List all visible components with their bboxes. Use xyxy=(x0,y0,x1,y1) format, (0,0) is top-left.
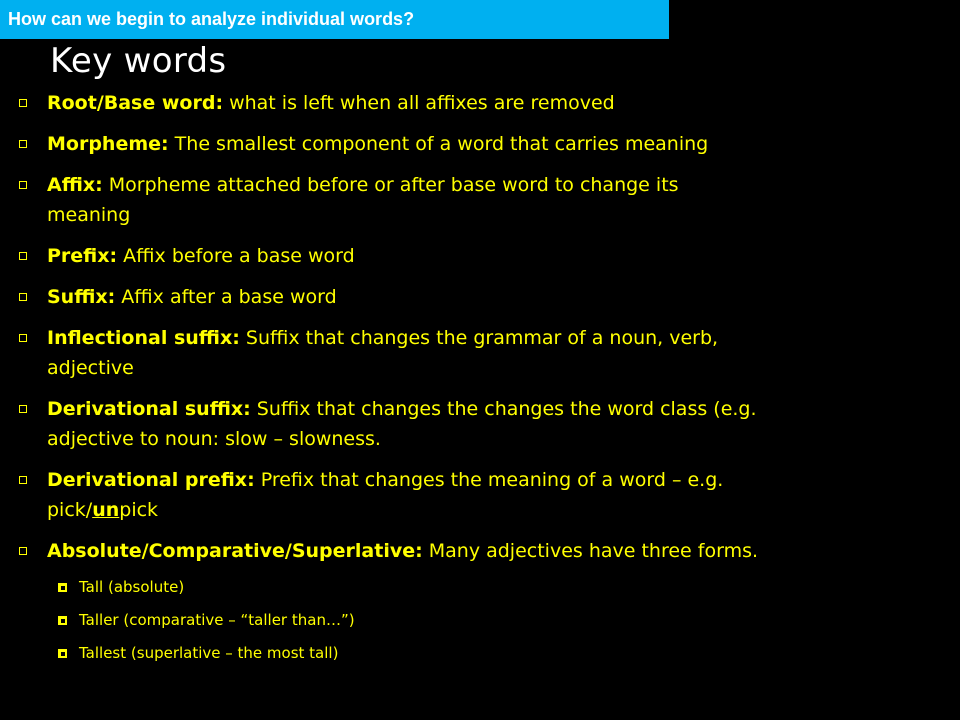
definition: Suffix that changes the changes the word class (e.g. xyxy=(250,398,757,420)
sub-item-superlative xyxy=(0,642,900,664)
sub-item-comparative xyxy=(0,609,900,631)
slide-title: Key words xyxy=(50,41,227,81)
term: Derivational prefix: xyxy=(47,469,255,491)
filled-square-bullet-icon xyxy=(58,583,67,592)
filled-square-bullet-icon xyxy=(58,616,67,625)
definition: Prefix that changes the meaning of a word – e.g. xyxy=(254,469,724,491)
list-item-affix xyxy=(0,170,900,230)
filled-square-bullet-icon xyxy=(58,649,67,658)
square-bullet-icon xyxy=(19,140,27,148)
list-item-morpheme xyxy=(0,129,900,159)
definition: The smallest component of a word that carries meaning xyxy=(168,133,709,155)
square-bullet-icon xyxy=(19,547,27,555)
sub-item-text: Taller (comparative – “taller than…”) xyxy=(79,611,355,629)
term: Morpheme: xyxy=(47,133,169,155)
definition-continued: adjective to noun: slow – slowness. xyxy=(47,428,381,450)
definition-continued: adjective xyxy=(47,357,134,379)
banner-text: How can we begin to analyze individual words? xyxy=(8,9,415,29)
definition: Affix after a base word xyxy=(115,286,337,308)
list-item-root xyxy=(0,88,900,118)
example-prefix-base: pick/ xyxy=(47,499,93,521)
sub-item-text: Tall (absolute) xyxy=(79,578,185,596)
definition-continued: meaning xyxy=(47,204,131,226)
list-item-derivational-suffix xyxy=(0,394,900,454)
list-item-prefix xyxy=(0,241,900,271)
term: Inflectional suffix: xyxy=(47,327,240,349)
square-bullet-icon xyxy=(19,181,27,189)
term: Prefix: xyxy=(47,245,118,267)
term: Root/Base word: xyxy=(47,92,224,114)
square-bullet-icon xyxy=(19,405,27,413)
definition: what is left when all affixes are removed xyxy=(223,92,615,114)
definition: Many adjectives have three forms. xyxy=(422,540,759,562)
square-bullet-icon xyxy=(19,334,27,342)
definition: Suffix that changes the grammar of a noun, verb, xyxy=(239,327,719,349)
list-item-adjective-forms xyxy=(0,536,900,566)
definition: Morpheme attached before or after base word to change its xyxy=(102,174,679,196)
list-item-derivational-prefix xyxy=(0,465,900,525)
term: Affix: xyxy=(47,174,103,196)
question-banner xyxy=(0,0,669,39)
sub-item-absolute xyxy=(0,576,900,598)
term: Absolute/Comparative/Superlative: xyxy=(47,540,423,562)
square-bullet-icon xyxy=(19,293,27,301)
example-prefix-underlined: un xyxy=(92,499,120,521)
sub-item-text: Tallest (superlative – the most tall) xyxy=(79,644,339,662)
list-item-inflectional-suffix xyxy=(0,323,900,383)
definition: Affix before a base word xyxy=(117,245,355,267)
square-bullet-icon xyxy=(19,252,27,260)
example-prefix-rest: pick xyxy=(119,499,159,521)
list-item-suffix xyxy=(0,282,900,312)
key-words-list xyxy=(0,84,900,664)
term: Suffix: xyxy=(47,286,116,308)
square-bullet-icon xyxy=(19,476,27,484)
square-bullet-icon xyxy=(19,99,27,107)
term: Derivational suffix: xyxy=(47,398,251,420)
